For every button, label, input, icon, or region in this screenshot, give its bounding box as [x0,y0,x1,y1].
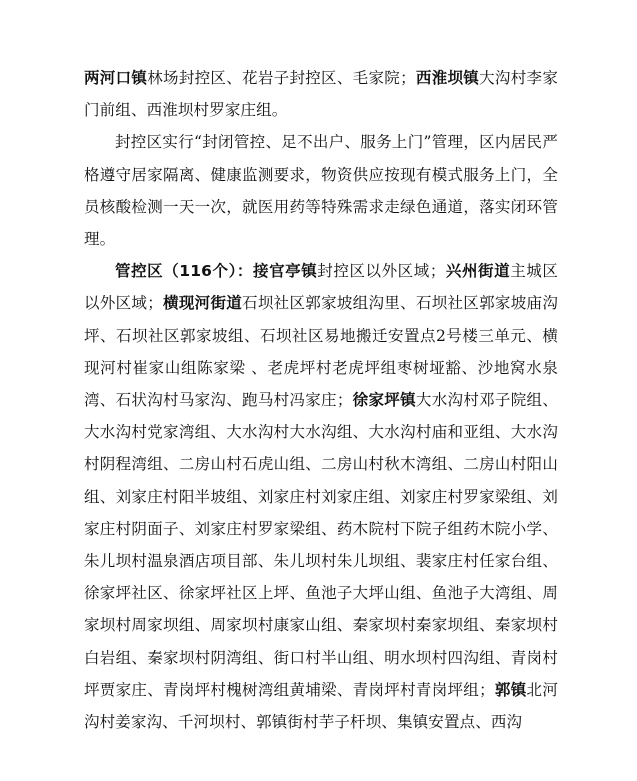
town-name-jieguanting: 接官亭镇 [253,262,318,281]
town-name-hengxianhe: 横现河街道 [162,294,243,313]
town-name-lianghekou: 两河口镇 [84,69,148,87]
area-list-text: 北河沟村姜家沟、千河坝村、郭镇街村芋子杆坝、集镇安置点、西沟 [84,680,558,732]
area-list-text: 大水沟村邓子院组、大水沟村党家湾组、大水沟村大水沟组、大水沟村庙和亚组、大水沟村阴程湾组、二房山村石虎山组、二房山村秋木湾组、二房山村阳山组、刘家庄村阳半坡组、刘家庄村刘家庄组、刘家庄村罗家梁组、刘家庄村阴面子、刘家庄村罗家梁组、药木院村下院子组药木院小学、朱儿坝村温泉酒店项目部、朱儿坝村朱儿坝组、裴家庄村任家台组、徐家坪社区、徐家坪社区上坪、鱼池子大坪山组、鱼池子大湾组、周家坝村周家坝组、周家坝村康家山组、秦家坝村秦家坝组、秦家坝村白岩组、秦家坝村阴湾组、街口村半山组、明水坝村四沟组、青岗村坪贾家庄、青岗坪村槐树湾组黄埔梁、青岗坪村青岗坪组； [84,391,558,699]
area-list-text: 主城区以外区域； [84,262,558,313]
town-name-xihuaiba: 西淮坝镇 [415,69,480,87]
town-name-xingzhou: 兴州街道 [445,262,511,281]
paragraph-sealed-areas-cont [84,62,558,126]
town-name-xujiaping: 徐家坪镇 [352,391,416,410]
town-name-guozhen: 郭镇 [494,680,527,699]
document-page [84,62,558,738]
area-list-text: 林场封控区、花岩子封控区、毛家院； [147,69,416,87]
area-list-text: 大沟村李家门前组、西淮坝村罗家庄组。 [84,69,558,120]
paragraph-controlled-areas [84,255,558,738]
section-heading-controlled-areas: 管控区（116个）： [115,262,253,281]
area-list-text: 石坝社区郭家坡组沟里、石坝社区郭家坡庙沟坪、石坝社区郭家坡组、石坝社区易地搬迁安置点2号楼三单元、横现河村崔家山组陈家梁 、老虎坪村老虎坪组枣树垭豁、沙地窝水泉湾、石状沟村马家沟、跑马村冯家庄； [84,294,558,410]
paragraph-sealed-area-rules: 封控区实行“封闭管控、足不出户、服务上门”管理，区内居民严格遵守居家隔离、健康监测要求，物资供应按现有模式服务上门，全员核酸检测一天一次，就医用药等特殊需求走绿色通道，落实闭环管理。 [84,133,558,249]
area-list-text: 封控区以外区域； [317,262,446,281]
